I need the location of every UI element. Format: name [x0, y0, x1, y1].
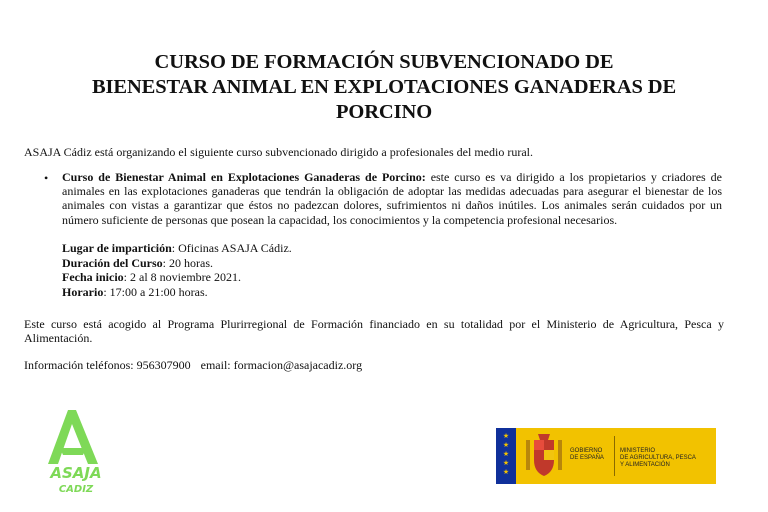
- coat-of-arms-icon: [524, 434, 564, 478]
- detail-start: [62, 270, 292, 285]
- contact-email[interactable]: email: formacion@asajacadiz.org: [200, 358, 363, 372]
- gob-line-2: DE ESPAÑA: [570, 455, 604, 461]
- title-line-2: BIENESTAR ANIMAL EN EXPLOTACIONES GANADERAS DE: [91, 76, 677, 98]
- min-line-2: DE AGRICULTURA, PESCA: [620, 455, 696, 461]
- asaja-logo-graphic: [40, 408, 120, 498]
- gobierno-logo: [496, 428, 716, 484]
- detail-start-label: Fecha inicio: [62, 270, 124, 285]
- detail-place-label: Lugar de impartición: [62, 241, 172, 255]
- min-line-1: MINISTERIO: [620, 448, 656, 454]
- detail-schedule-label: Horario: [62, 284, 104, 299]
- course-name: Curso de Bienestar Animal en Explotaciones Ganaderas de Porcino:: [62, 170, 426, 184]
- detail-duration: [62, 256, 292, 271]
- intro-paragraph: ASAJA Cádiz está organizando el siguiente curso subvencionado dirigido a profesionales del medio rural.: [24, 145, 533, 159]
- min-line-3: Y ALIMENTACIÓN: [620, 462, 670, 468]
- gob-line-1: GOBIERNO: [570, 448, 603, 454]
- course-description: [62, 170, 722, 227]
- detail-schedule-value: : 17:00 a 21:00 horas.: [103, 284, 208, 299]
- title-line-3: PORCINO: [335, 101, 433, 123]
- stars-icon: ★ ★ ★ ★ ★: [502, 432, 510, 476]
- detail-place-value: : Oficinas ASAJA Cádiz.: [171, 241, 292, 255]
- course-text: este curso es va dirigido a los propietarios y criadores de animales en las explotaciones ganaderas que tendrán la obligación de adoptar las medidas adecuadas para asegurar el bienestar de los animales con vistas a garantizar que éstos no padezcan dolores, sufrimientos ni daños inútiles. Los animales serán cuidados por un número suficiente de personas que posean la capacidad, los conocimientos y la competencia profesional necesarios.: [62, 170, 722, 227]
- title-line-1: CURSO DE FORMACIÓN SUBVENCIONADO DE: [154, 51, 614, 73]
- detail-duration-label: Duración del Curso: [62, 255, 163, 270]
- detail-start-value: : 2 al 8 noviembre 2021.: [123, 270, 241, 285]
- asaja-logo-subtext: CADIZ: [58, 484, 94, 495]
- page-title: [40, 50, 728, 125]
- contact-phone: Información teléfonos: 956307900: [24, 358, 191, 372]
- gobierno-text: [570, 448, 604, 462]
- asaja-logo-text: ASAJA: [50, 464, 102, 482]
- program-paragraph: Este curso está acogido al Programa Plurirregional de Formación financiado en su totalidad por el Ministerio de Agricultura, Pesca y Alimentación.: [24, 317, 724, 346]
- contact-line: [24, 358, 362, 373]
- bullet-marker: •: [44, 171, 49, 185]
- course-details: [62, 241, 292, 299]
- asaja-logo: [40, 408, 120, 498]
- logo-divider: [614, 436, 615, 476]
- ministerio-text: [620, 448, 696, 469]
- detail-duration-value: : 20 horas.: [162, 255, 213, 270]
- detail-place: [62, 241, 292, 256]
- detail-schedule: [62, 285, 292, 300]
